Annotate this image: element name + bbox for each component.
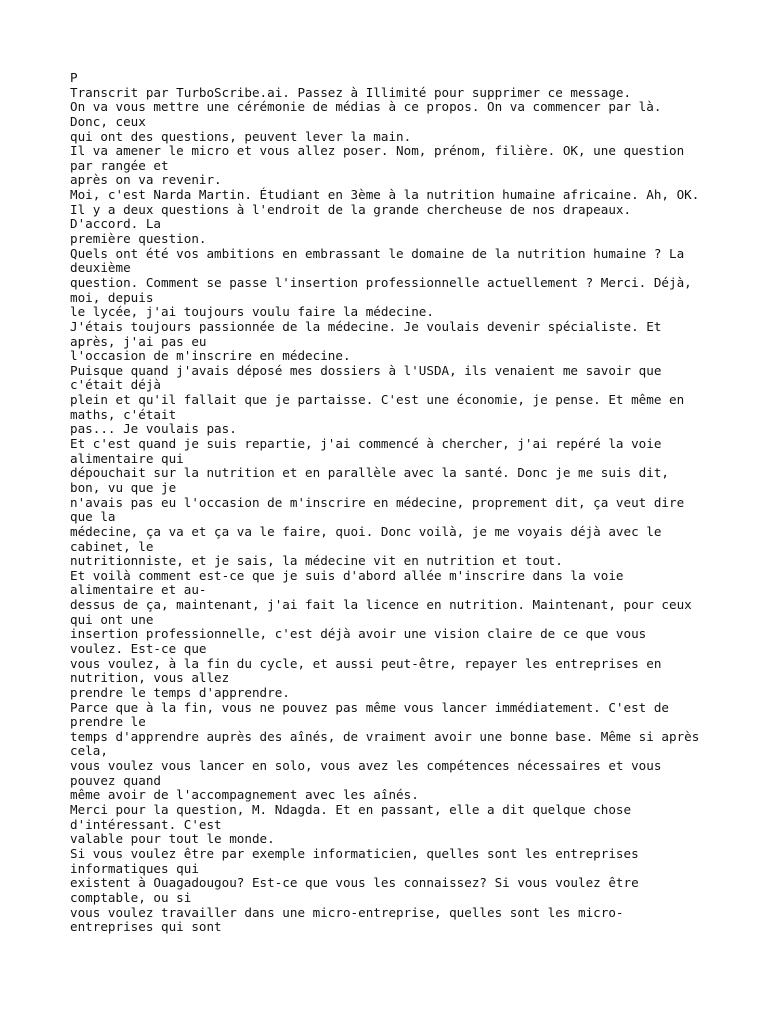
text-line: alimentaire et au- (70, 582, 207, 598)
text-line: qui ont une (70, 611, 154, 627)
text-line: première question. (70, 231, 207, 247)
text-line: c'était déjà (70, 377, 161, 393)
text-line: Si vous voulez être par exemple informaticien, quelles sont les entreprises (70, 845, 639, 861)
text-line: que la (70, 509, 116, 525)
text-line: vous voulez, à la fin du cycle, et aussi peut-être, repayer les entreprises en (70, 655, 662, 671)
text-line: plein et qu'il fallait que je partaisse. C'est une économie, je pense. Et même en (70, 392, 685, 408)
text-line: entreprises qui sont (70, 919, 222, 935)
text-line: nutrition, vous allez (70, 670, 230, 686)
text-line: par rangée et (70, 157, 169, 173)
text-line: Transcrit par TurboScribe.ai. Passez à Illimité pour supprimer ce message. (70, 84, 632, 100)
text-line: alimentaire qui (70, 450, 184, 466)
text-line: Donc, ceux (70, 113, 146, 129)
text-line: J'étais toujours passionnée de la médecine. Je voulais devenir spécialiste. Et (70, 318, 662, 334)
text-line: existent à Ouagadougou? Est-ce que vous les connaissez? Si vous voulez être (70, 875, 639, 891)
text-line: cela, (70, 743, 108, 759)
text-line: prendre le temps d'apprendre. (70, 684, 290, 700)
text-line: après on va revenir. (70, 172, 222, 188)
text-line: temps d'apprendre auprès des aînés, de vraiment avoir une bonne base. Même si après (70, 728, 700, 744)
text-line: voulez. Est-ce que (70, 640, 207, 656)
text-line: après, j'ai pas eu (70, 333, 207, 349)
text-line: On va vous mettre une cérémonie de médias à ce propos. On va commencer par là. (70, 99, 662, 115)
text-line: l'occasion de m'inscrire en médecine. (70, 348, 351, 364)
text-line: Parce que à la fin, vous ne pouvez pas même vous lancer immédiatement. C'est de (70, 699, 669, 715)
text-line: vous voulez travailler dans une micro-entreprise, quelles sont les micro- (70, 904, 624, 920)
text-line: le lycée, j'ai toujours voulu faire la médecine. (70, 304, 434, 320)
text-line: Puisque quand j'avais déposé mes dossiers à l'USDA, ils venaient me savoir que (70, 362, 662, 378)
text-line: Quels ont été vos ambitions en embrassant le domaine de la nutrition humaine ? La (70, 245, 685, 261)
text-line: Et c'est quand je suis repartie, j'ai commencé à chercher, j'ai repéré la voie (70, 436, 662, 452)
text-line: vous voulez vous lancer en solo, vous avez les compétences nécessaires et vous (70, 758, 662, 774)
text-line: pouvez quand (70, 772, 161, 788)
text-line: nutritionniste, et je sais, la médecine vit en nutrition et tout. (70, 553, 563, 569)
text-line: pas... Je voulais pas. (70, 421, 237, 437)
text-line: bon, vu que je (70, 479, 177, 495)
text-line: cabinet, le (70, 538, 154, 554)
text-line: n'avais pas eu l'occasion de m'inscrire en médecine, proprement dit, ça veut dire (70, 494, 685, 510)
text-line: question. Comment se passe l'insertion professionnelle actuellement ? Merci. Déjà, (70, 274, 692, 290)
text-line: P (70, 70, 78, 85)
transcript-page (70, 71, 750, 935)
text-line: prendre le (70, 714, 146, 730)
text-line: Et voilà comment est-ce que je suis d'abord allée m'inscrire dans la voie (70, 567, 624, 583)
text-line: D'accord. La (70, 216, 161, 232)
text-line: d'intéressant. C'est (70, 816, 222, 832)
text-line: Il va amener le micro et vous allez poser. Nom, prénom, filière. OK, une question (70, 143, 685, 159)
text-line: valable pour tout le monde. (70, 831, 275, 847)
text-line: informatiques qui (70, 860, 199, 876)
text-line: Il y a deux questions à l'endroit de la grande chercheuse de nos drapeaux. (70, 201, 632, 217)
text-line: médecine, ça va et ça va le faire, quoi. Donc voilà, je me voyais déjà avec le (70, 523, 662, 539)
text-line: même avoir de l'accompagnement avec les aînés. (70, 787, 419, 803)
text-line: qui ont des questions, peuvent lever la main. (70, 128, 412, 144)
text-line: Moi, c'est Narda Martin. Étudiant en 3ème à la nutrition humaine africaine. Ah, OK. (70, 187, 700, 203)
text-line: moi, depuis (70, 289, 154, 305)
text-line: insertion professionnelle, c'est déjà avoir une vision claire de ce que vous (70, 626, 647, 642)
text-line: comptable, ou si (70, 889, 192, 905)
text-line: maths, c'était (70, 406, 177, 422)
text-line: Merci pour la question, M. Ndagda. Et en passant, elle a dit quelque chose (70, 802, 632, 818)
text-line: dessus de ça, maintenant, j'ai fait la licence en nutrition. Maintenant, pour ceux (70, 597, 692, 613)
text-line: deuxième (70, 260, 131, 276)
text-line: dépouchait sur la nutrition et en parallèle avec la santé. Donc je me suis dit, (70, 465, 669, 481)
